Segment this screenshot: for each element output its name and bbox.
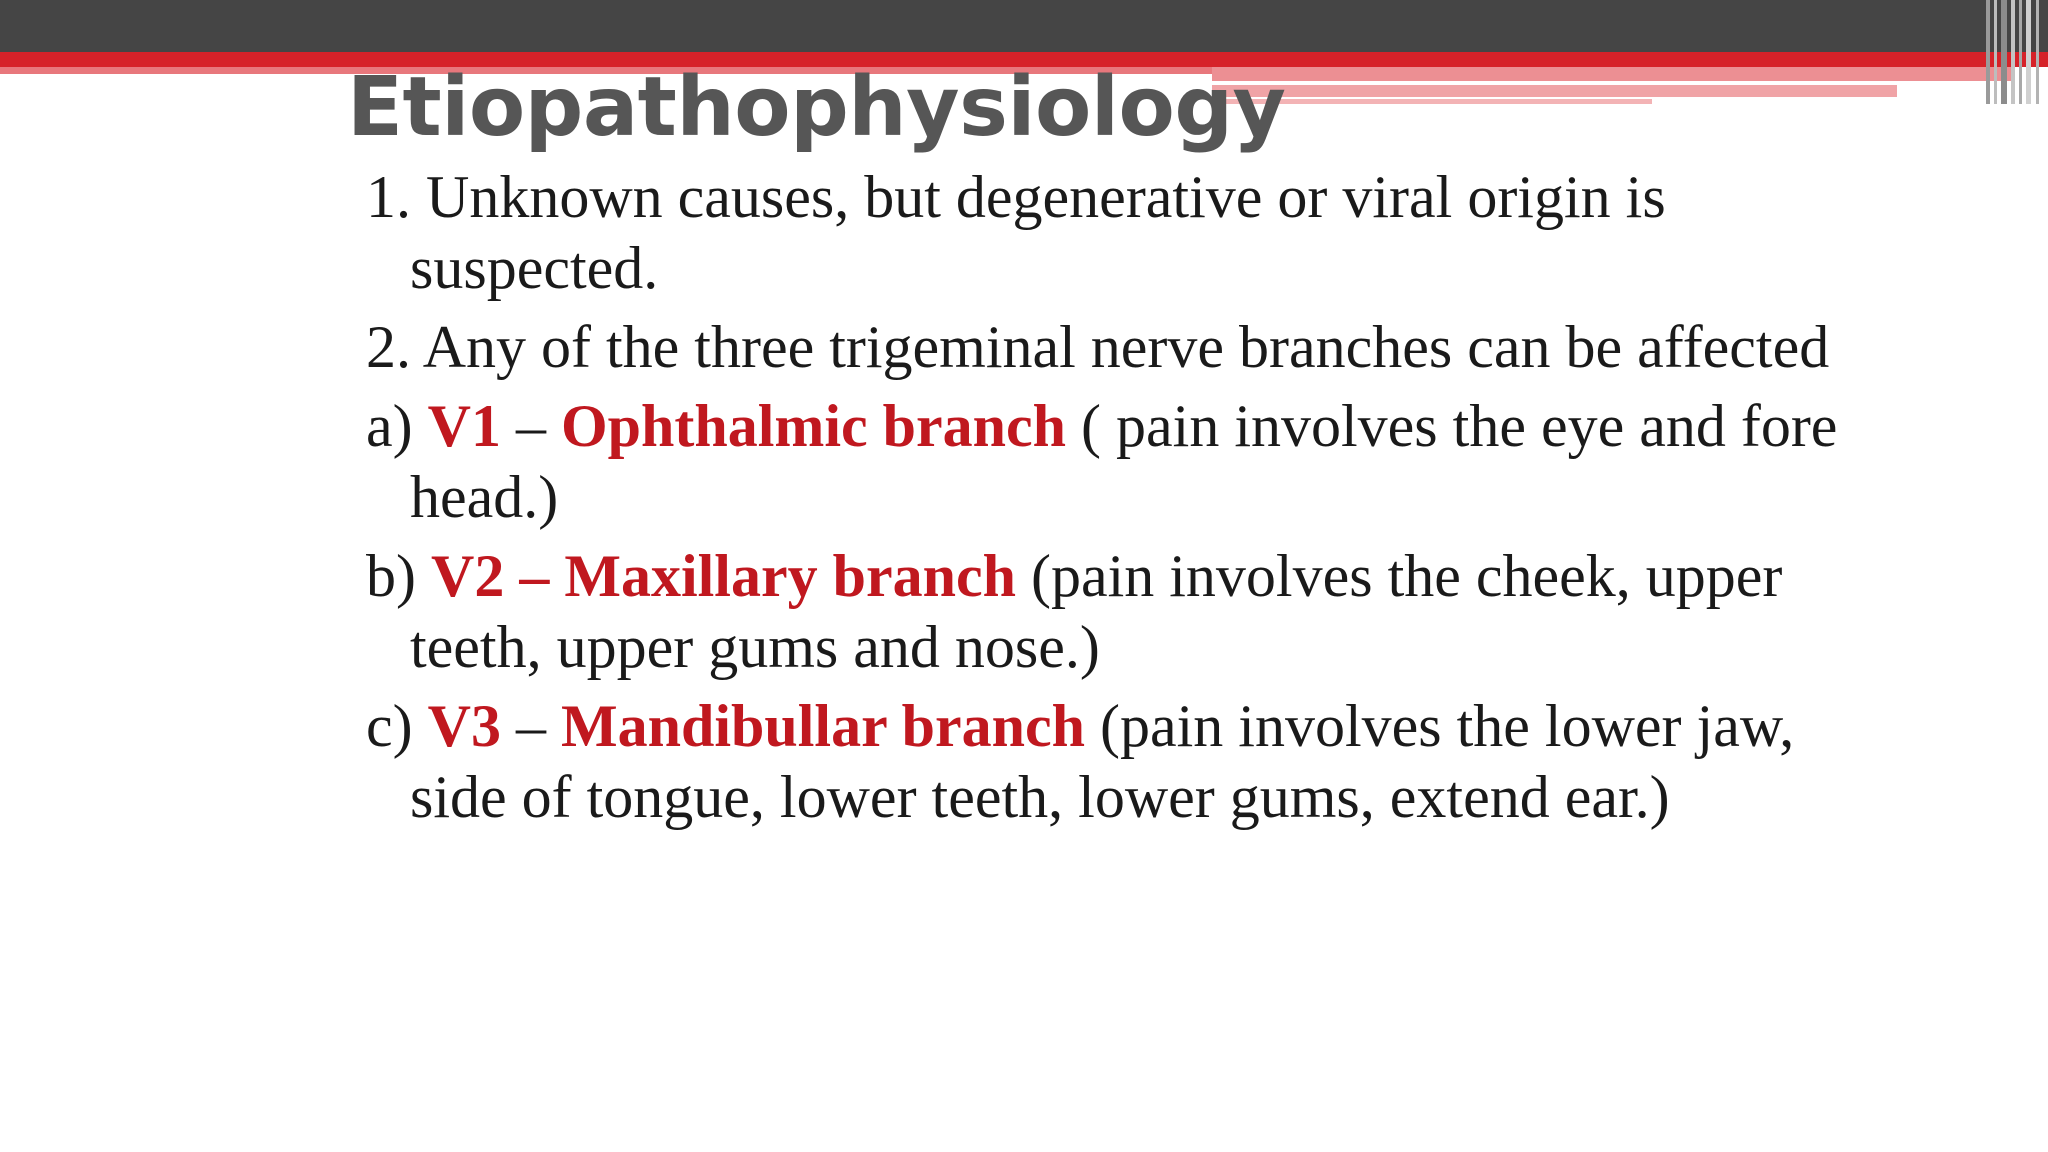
item-separator: – (500, 393, 561, 459)
header-decor-stripe (2036, 0, 2039, 104)
list-item-mandibular (366, 691, 1846, 833)
branch-code: V1 (427, 393, 501, 459)
item-description: ( pain involves the eye and fore head.) (410, 393, 1838, 530)
branch-code: V3 (427, 693, 501, 759)
branch-name: Maxillary branch (564, 543, 1016, 609)
list-item-causes: 1. Unknown causes, but degenerative or viral origin is suspected. (366, 164, 1666, 301)
header-decor-stripe (1994, 0, 1997, 104)
header-decor-stripe (2001, 0, 2007, 104)
header-decor-stripe (2026, 0, 2031, 104)
branch-name: Ophthalmic branch (560, 393, 1067, 459)
item-prefix: c) (366, 693, 428, 759)
slide-title: Etiopathophysiology (347, 60, 1286, 155)
header-decor-stripe (2019, 0, 2022, 104)
branch-name: Mandibullar branch (560, 693, 1086, 759)
item-separator: – (504, 543, 565, 609)
header-decor-stripe (2011, 0, 2015, 104)
slide-body (366, 162, 1846, 841)
header-decor-band (1212, 67, 2012, 81)
header-decor-band (1212, 85, 1897, 97)
list-item-branches: 2. Any of the three trigeminal nerve branches can be affected (366, 314, 1830, 380)
branch-code: V2 (430, 543, 505, 609)
list-item-maxillary (366, 541, 1846, 683)
item-separator: – (500, 693, 561, 759)
item-description: (pain involves the cheek, upper teeth, upper gums and nose.) (410, 543, 1783, 680)
list-item-ophthalmic (366, 391, 1846, 533)
header-dark-bar (0, 0, 2048, 52)
item-description: (pain involves the lower jaw, side of tongue, lower teeth, lower gums, extend ear.) (410, 693, 1795, 830)
item-prefix: a) (366, 393, 428, 459)
item-prefix: b) (366, 543, 431, 609)
header-decor-stripe (1986, 0, 1990, 104)
